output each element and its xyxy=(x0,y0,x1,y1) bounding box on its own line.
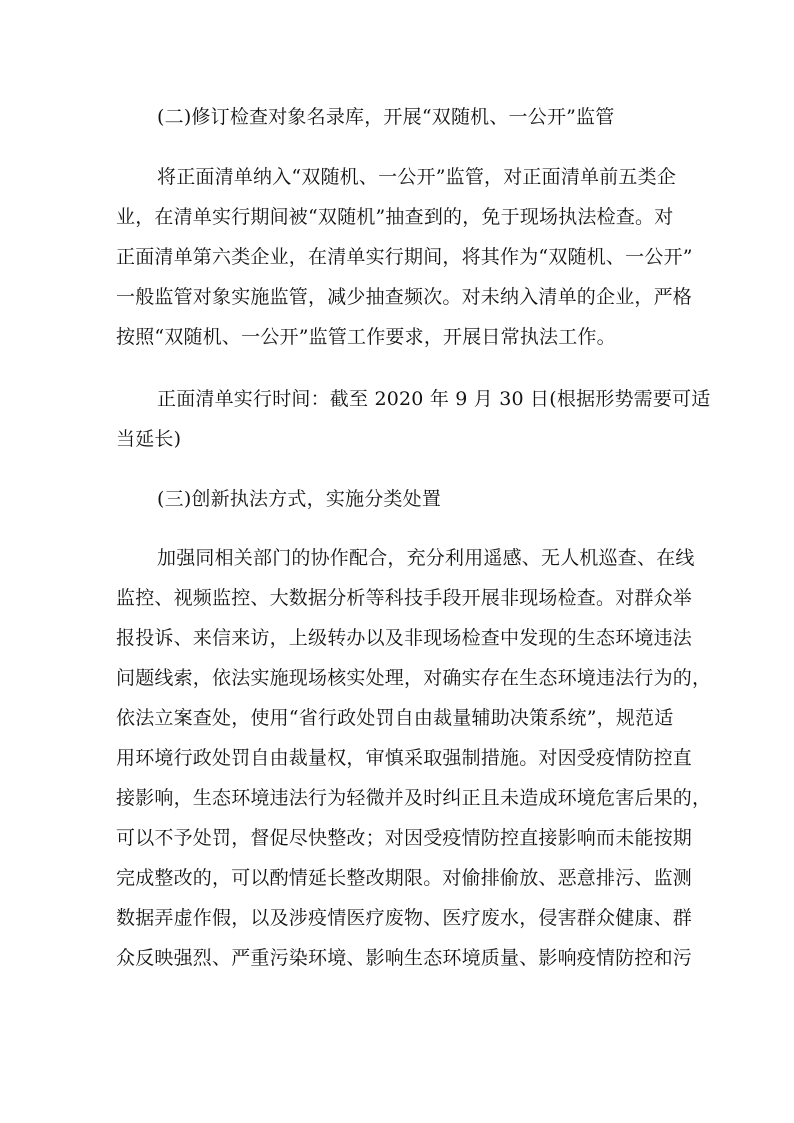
paragraph-line: 问题线索，依法实施现场核实处理，对确实存在生态环境违法行为的， xyxy=(116,667,712,689)
paragraph-line: 用环境行政处罚自由裁量权，审慎采取强制措施。对因受疫情防控直 xyxy=(116,747,693,769)
paragraph-line: 正面清单实行时间：截至 2020 年 9 月 30 日(根据形势需要可适 xyxy=(157,388,711,410)
paragraph-line: 监控、视频监控、大数据分析等科技手段开展非现场检查。对群众举 xyxy=(116,587,693,609)
paragraph-line: 众反映强烈、严重污染环境、影响生态环境质量、影响疫情防控和污 xyxy=(116,947,693,969)
paragraph-line: 数据弄虚作假，以及涉疫情医疗废物、医疗废水，侵害群众健康、群 xyxy=(116,907,693,929)
paragraph-line: 报投诉、来信来访，上级转办以及非现场检查中发现的生态环境违法 xyxy=(116,627,693,649)
paragraph-line: 一般监管对象实施监管，减少抽查频次。对未纳入清单的企业，严格 xyxy=(116,286,693,308)
paragraph-line: 可以不予处罚，督促尽快整改；对因受疫情防控直接影响而未能按期 xyxy=(116,827,693,849)
paragraph-line: 依法立案查处，使用“省行政处罚自由裁量辅助决策系统”，规范适 xyxy=(116,707,674,729)
paragraph-line: 接影响，生态环境违法行为轻微并及时纠正且未造成环境危害后果的， xyxy=(116,787,712,809)
paragraph-line: 正面清单第六类企业，在清单实行期间，将其作为“双随机、一公开” xyxy=(116,246,693,268)
paragraph-line: 按照“双随机、一公开”监管工作要求，开展日常执法工作。 xyxy=(116,326,616,348)
paragraph-line: 将正面清单纳入“双随机、一公开”监管，对正面清单前五类企 xyxy=(157,166,677,188)
paragraph-line: 加强同相关部门的协作配合，充分利用遥感、无人机巡查、在线 xyxy=(157,547,695,569)
section-heading-2: (二)修订检查对象名录库，开展“双随机、一公开”监管 xyxy=(157,106,615,128)
paragraph-line: 当延长) xyxy=(116,428,182,450)
paragraph-line: 完成整改的，可以酌情延长整改期限。对偷排偷放、恶意排污、监测 xyxy=(116,867,693,889)
section-heading-3: (三)创新执法方式，实施分类处置 xyxy=(157,488,442,510)
paragraph-line: 业，在清单实行期间被“双随机”抽查到的，免于现场执法检查。对 xyxy=(116,206,674,228)
